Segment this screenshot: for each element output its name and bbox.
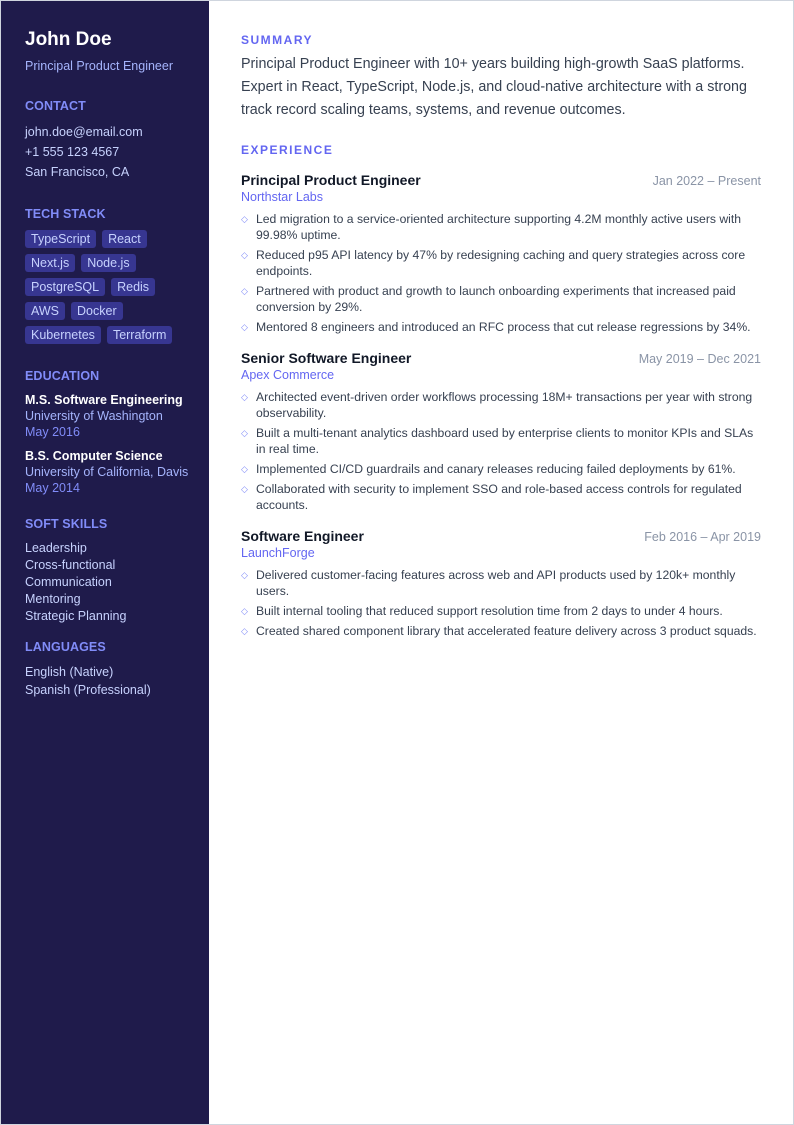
job-bullet bbox=[241, 319, 761, 335]
job-bullet bbox=[241, 567, 761, 599]
candidate-name: John Doe bbox=[25, 29, 112, 50]
education-school: University of Washington bbox=[25, 409, 163, 423]
education-degree: B.S. Computer Science bbox=[25, 449, 163, 463]
diamond-bullet-icon: ◇ bbox=[241, 484, 248, 494]
soft-skill: Communication bbox=[25, 575, 112, 589]
soft-skill: Cross-functional bbox=[25, 558, 116, 572]
bullet-text: Led migration to a service-oriented architecture supporting 4.2M monthly active users with 99.98% uptime. bbox=[256, 212, 742, 242]
job-entry bbox=[241, 349, 761, 513]
education-school: University of California, Davis bbox=[25, 465, 189, 479]
tech-tag: TypeScript bbox=[25, 230, 96, 248]
bullet-text: Delivered customer-facing features across web and API products used by 120k+ monthly users. bbox=[256, 568, 736, 598]
job-title: Principal Product Engineer bbox=[241, 172, 421, 188]
job-bullet bbox=[241, 623, 761, 639]
soft-skill: Mentoring bbox=[25, 592, 81, 606]
education-item bbox=[25, 392, 189, 440]
job-bullet bbox=[241, 461, 761, 477]
diamond-bullet-icon: ◇ bbox=[241, 286, 248, 296]
bullet-text: Mentored 8 engineers and introduced an RFC process that cut release regressions by 34%. bbox=[256, 320, 751, 334]
language: English (Native) bbox=[25, 665, 114, 679]
job-entry bbox=[241, 171, 761, 335]
diamond-bullet-icon: ◇ bbox=[241, 570, 248, 580]
education-date: May 2016 bbox=[25, 425, 80, 439]
contact-heading: CONTACT bbox=[25, 99, 86, 113]
tech-tag: Kubernetes bbox=[25, 326, 101, 344]
bullet-text: Built internal tooling that reduced support resolution time from 2 days to under 4 hours. bbox=[256, 604, 723, 618]
contact-email[interactable]: john.doe@email.com bbox=[25, 125, 143, 139]
job-bullets bbox=[241, 389, 761, 513]
job-bullet bbox=[241, 247, 761, 279]
diamond-bullet-icon: ◇ bbox=[241, 428, 248, 438]
soft-skills-heading: SOFT SKILLS bbox=[25, 517, 108, 531]
job-company: Apex Commerce bbox=[241, 368, 335, 382]
tech-tag: Next.js bbox=[25, 254, 75, 272]
tech-tag: Node.js bbox=[81, 254, 135, 272]
job-dates: Jan 2022 – Present bbox=[652, 174, 761, 188]
tech-tag: Docker bbox=[71, 302, 123, 320]
job-bullets bbox=[241, 567, 761, 639]
job-bullets bbox=[241, 211, 761, 335]
job-bullet bbox=[241, 211, 761, 243]
education-item bbox=[25, 448, 189, 496]
tech-tag: AWS bbox=[25, 302, 65, 320]
diamond-bullet-icon: ◇ bbox=[241, 250, 248, 260]
diamond-bullet-icon: ◇ bbox=[241, 606, 248, 616]
job-entry bbox=[241, 527, 761, 639]
bullet-text: Collaborated with security to implement SSO and role-based access controls for regulated accounts. bbox=[256, 482, 742, 512]
diamond-bullet-icon: ◇ bbox=[241, 322, 248, 332]
job-title: Software Engineer bbox=[241, 528, 364, 544]
bullet-text: Architected event-driven order workflows processing 18M+ transactions per year with strong observability. bbox=[256, 390, 753, 420]
job-title: Senior Software Engineer bbox=[241, 350, 412, 366]
languages-heading: LANGUAGES bbox=[25, 640, 106, 654]
summary-heading: SUMMARY bbox=[241, 33, 314, 47]
tech-tag: React bbox=[102, 230, 147, 248]
main-content bbox=[209, 1, 793, 1124]
job-dates: May 2019 – Dec 2021 bbox=[638, 352, 761, 366]
job-bullet bbox=[241, 603, 761, 619]
bullet-text: Reduced p95 API latency by 47% by redesigning caching and query strategies across core endpoints. bbox=[256, 248, 746, 278]
bullet-text: Created shared component library that accelerated feature delivery across 3 product squads. bbox=[256, 624, 757, 638]
job-bullet bbox=[241, 283, 761, 315]
job-company: LaunchForge bbox=[241, 546, 315, 560]
diamond-bullet-icon: ◇ bbox=[241, 392, 248, 402]
education-degree: M.S. Software Engineering bbox=[25, 393, 183, 407]
summary-text: Principal Product Engineer with 10+ years building high-growth SaaS platforms. Expert in React, TypeScript, Node.js, and cloud-native architecture with a strong track record scaling teams, systems, and revenue outcomes. bbox=[241, 56, 747, 118]
job-bullet bbox=[241, 425, 761, 457]
tech-tag: PostgreSQL bbox=[25, 278, 105, 296]
diamond-bullet-icon: ◇ bbox=[241, 626, 248, 636]
language: Spanish (Professional) bbox=[25, 683, 151, 697]
tech-stack-heading: TECH STACK bbox=[25, 207, 106, 221]
bullet-text: Partnered with product and growth to launch onboarding experiments that increased paid conversion by 29%. bbox=[256, 284, 736, 314]
bullet-text: Implemented CI/CD guardrails and canary releases reducing failed deployments by 61%. bbox=[256, 462, 736, 476]
education-date: May 2014 bbox=[25, 481, 80, 495]
soft-skill: Leadership bbox=[25, 541, 87, 555]
job-bullet bbox=[241, 481, 761, 513]
soft-skill: Strategic Planning bbox=[25, 609, 127, 623]
job-company: Northstar Labs bbox=[241, 190, 323, 204]
bullet-text: Built a multi-tenant analytics dashboard used by enterprise clients to monitor KPIs and SLAs in real time. bbox=[256, 426, 754, 456]
contact-location: San Francisco, CA bbox=[25, 165, 130, 179]
tech-tag: Terraform bbox=[107, 326, 172, 344]
tech-stack-tags bbox=[25, 230, 189, 344]
tech-tag: Redis bbox=[111, 278, 155, 296]
candidate-title: Principal Product Engineer bbox=[25, 59, 173, 73]
diamond-bullet-icon: ◇ bbox=[241, 214, 248, 224]
education-heading: EDUCATION bbox=[25, 369, 100, 383]
job-dates: Feb 2016 – Apr 2019 bbox=[644, 530, 761, 544]
sidebar bbox=[1, 1, 209, 1124]
experience-heading: EXPERIENCE bbox=[241, 143, 334, 157]
diamond-bullet-icon: ◇ bbox=[241, 464, 248, 474]
contact-phone[interactable]: +1 555 123 4567 bbox=[25, 145, 120, 159]
job-bullet bbox=[241, 389, 761, 421]
